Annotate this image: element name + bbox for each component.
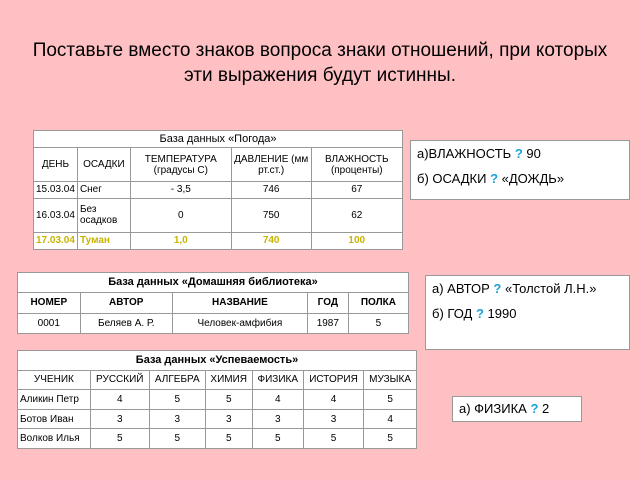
library-caption: База данных «Домашняя библиотека» xyxy=(18,273,409,293)
library-task-box xyxy=(425,275,630,350)
cell: 1,0 xyxy=(130,232,231,249)
cell: 16.03.04 xyxy=(34,199,78,232)
cell: 4 xyxy=(303,390,363,410)
table-row xyxy=(18,390,417,410)
task-text: 1990 xyxy=(487,306,517,321)
header-number: НОМЕР xyxy=(18,293,81,313)
header-physics: ФИЗИКА xyxy=(252,370,303,390)
cell: - 3,5 xyxy=(130,181,231,198)
cell: Без осадков xyxy=(77,199,130,232)
grades-caption: База данных «Успеваемость» xyxy=(18,351,417,371)
cell: 3 xyxy=(90,409,149,429)
cell: Человек-амфибия xyxy=(172,313,307,333)
grades-task-box xyxy=(452,396,582,422)
table-row xyxy=(18,409,417,429)
cell: 4 xyxy=(90,390,149,410)
task-line xyxy=(417,170,623,187)
weather-caption: База данных «Погода» xyxy=(34,131,403,148)
task-line xyxy=(432,280,623,297)
task-text: 2 xyxy=(542,401,550,416)
weather-table xyxy=(33,130,403,250)
cell: Аликин Петр xyxy=(18,390,91,410)
grades-table xyxy=(17,350,417,449)
cell: 0001 xyxy=(18,313,81,333)
question-mark: ? xyxy=(475,306,484,321)
header-shelf: ПОЛКА xyxy=(348,293,408,313)
cell: 3 xyxy=(252,409,303,429)
cell: 3 xyxy=(303,409,363,429)
header-temperature: ТЕМПЕРАТУРА (градусы С) xyxy=(130,148,231,181)
task-text: б) ГОД xyxy=(432,306,473,321)
cell: 1987 xyxy=(307,313,348,333)
grades-header-row xyxy=(18,370,417,390)
header-history: ИСТОРИЯ xyxy=(303,370,363,390)
cell: 67 xyxy=(311,181,402,198)
question-mark: ? xyxy=(530,401,539,416)
task-text: 90 xyxy=(526,146,541,161)
cell: 5 xyxy=(348,313,408,333)
header-day: ДЕНЬ xyxy=(34,148,78,181)
table-row xyxy=(34,199,403,232)
cell: 0 xyxy=(130,199,231,232)
cell: 5 xyxy=(149,390,205,410)
question-mark: ? xyxy=(490,171,499,186)
question-mark: ? xyxy=(493,281,502,296)
table-row-highlight xyxy=(34,232,403,249)
cell: 15.03.04 xyxy=(34,181,78,198)
slide-title: Поставьте вместо знаков вопроса знаки отношений, при которых эти выражения будут истинны. xyxy=(32,40,608,86)
cell: 3 xyxy=(205,409,252,429)
cell: 5 xyxy=(303,429,363,449)
cell: 746 xyxy=(231,181,311,198)
cell: 4 xyxy=(252,390,303,410)
cell: 5 xyxy=(364,429,417,449)
header-precipitation: ОСАДКИ xyxy=(77,148,130,181)
header-chemistry: ХИМИЯ xyxy=(205,370,252,390)
header-humidity: ВЛАЖНОСТЬ (проценты) xyxy=(311,148,402,181)
task-text: б) ОСАДКИ xyxy=(417,171,487,186)
cell: 100 xyxy=(311,232,402,249)
weather-task-box xyxy=(410,140,630,200)
cell: Снег xyxy=(77,181,130,198)
library-table xyxy=(17,272,409,334)
task-text: а) ФИЗИКА xyxy=(459,401,527,416)
task-text: а) АВТОР xyxy=(432,281,490,296)
cell: 5 xyxy=(205,429,252,449)
cell: 5 xyxy=(252,429,303,449)
task-text: а)ВЛАЖНОСТЬ xyxy=(417,146,512,161)
cell: 5 xyxy=(205,390,252,410)
library-header-row xyxy=(18,293,409,313)
cell: 3 xyxy=(149,409,205,429)
header-year: ГОД xyxy=(307,293,348,313)
question-mark: ? xyxy=(514,146,523,161)
cell: 4 xyxy=(364,409,417,429)
table-row xyxy=(34,181,403,198)
task-line xyxy=(432,305,623,322)
task-line xyxy=(459,400,575,417)
cell: 5 xyxy=(149,429,205,449)
header-name: НАЗВАНИЕ xyxy=(172,293,307,313)
cell: 5 xyxy=(90,429,149,449)
table-row xyxy=(18,313,409,333)
header-russian: РУССКИЙ xyxy=(90,370,149,390)
header-pressure: ДАВЛЕНИЕ (мм рт.ст.) xyxy=(231,148,311,181)
cell: Беляев А. Р. xyxy=(80,313,172,333)
cell: Туман xyxy=(77,232,130,249)
header-author: АВТОР xyxy=(80,293,172,313)
cell: 740 xyxy=(231,232,311,249)
cell: Волков Илья xyxy=(18,429,91,449)
header-algebra: АЛГЕБРА xyxy=(149,370,205,390)
weather-header-row xyxy=(34,148,403,181)
table-row xyxy=(18,429,417,449)
task-text: «ДОЖДЬ» xyxy=(501,171,565,186)
cell: 5 xyxy=(364,390,417,410)
header-student: УЧЕНИК xyxy=(18,370,91,390)
task-text: «Толстой Л.Н.» xyxy=(505,281,597,296)
cell: 17.03.04 xyxy=(34,232,78,249)
header-music: МУЗЫКА xyxy=(364,370,417,390)
cell: 62 xyxy=(311,199,402,232)
task-line xyxy=(417,145,623,162)
cell: Ботов Иван xyxy=(18,409,91,429)
cell: 750 xyxy=(231,199,311,232)
